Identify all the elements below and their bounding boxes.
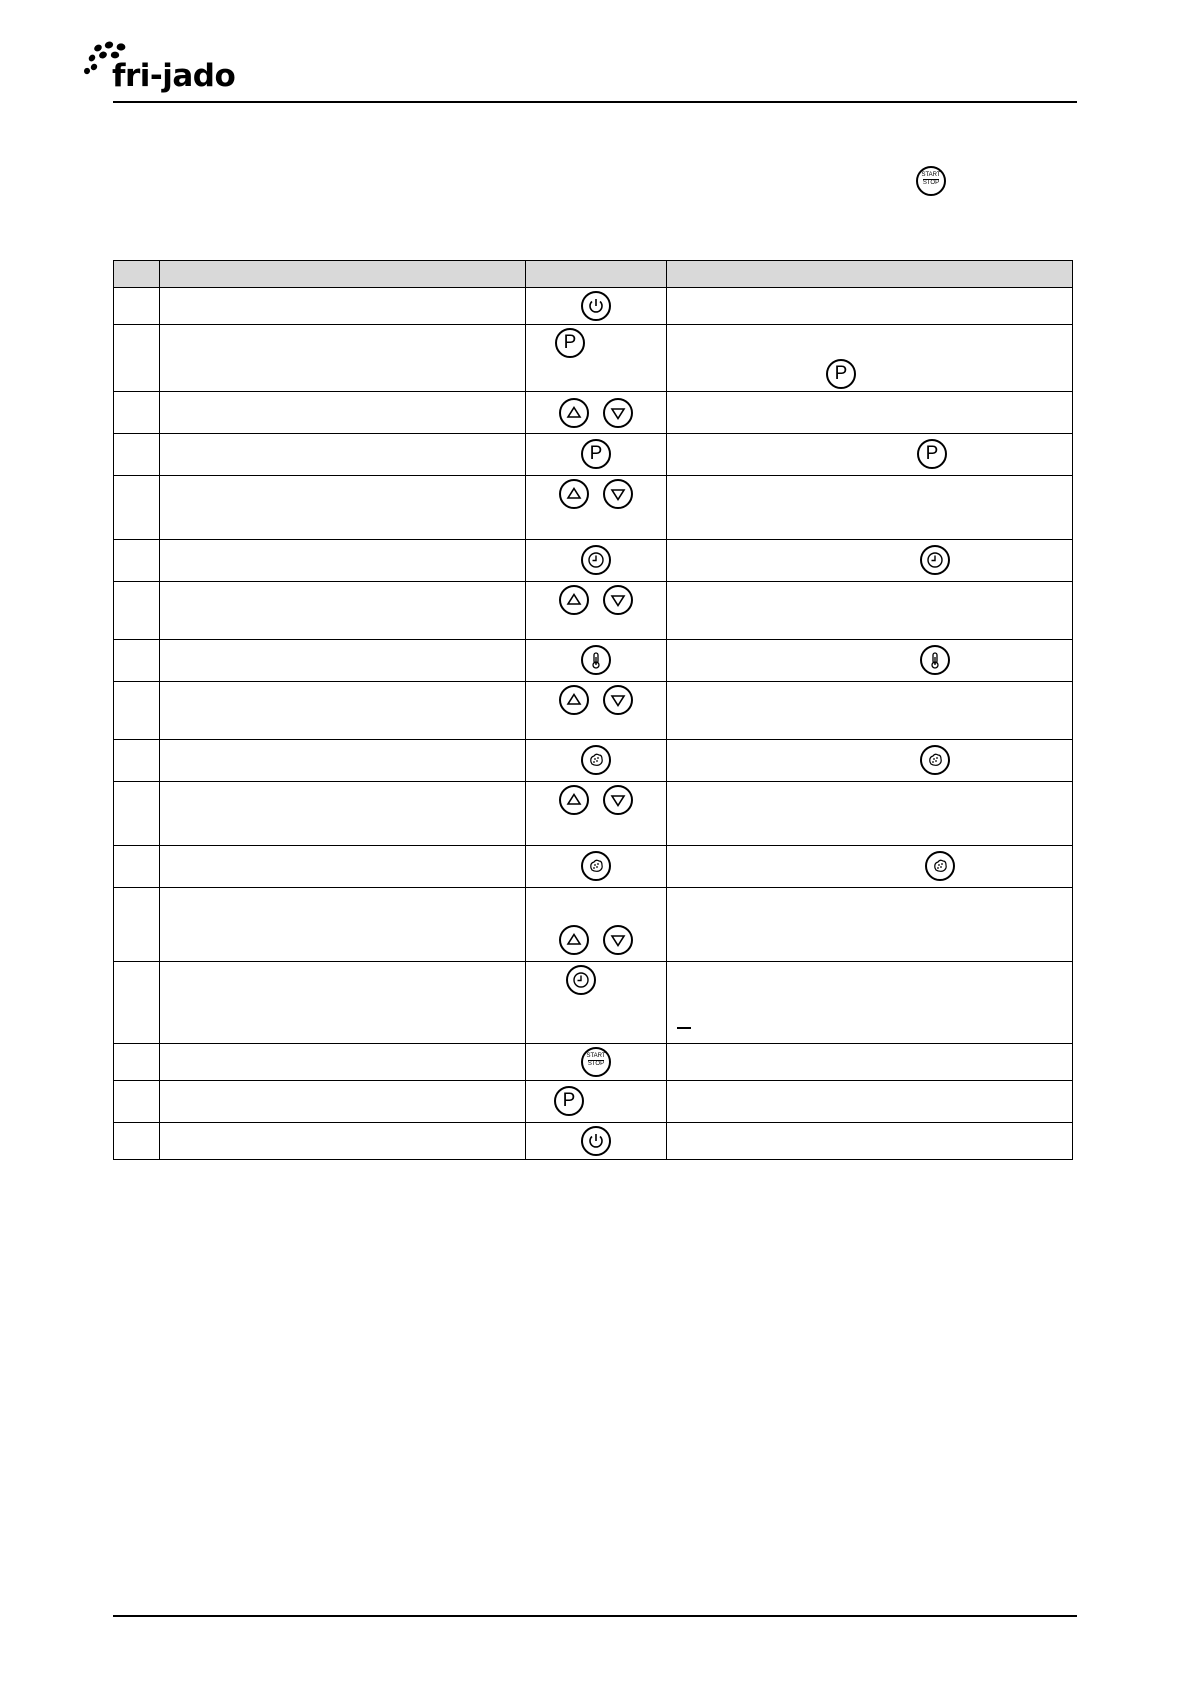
program-button-icon: P: [554, 1086, 584, 1116]
steam-button-icon: [581, 745, 611, 775]
steam-button-icon: [920, 745, 950, 775]
steps-table: [113, 260, 1073, 1160]
up-arrow-button-icon: [559, 398, 589, 428]
temperature-button-icon: [581, 645, 611, 675]
table-row: [114, 434, 1073, 476]
start-stop-button-icon: START STOP: [916, 166, 946, 196]
timer-button-icon: [566, 965, 596, 995]
page-header: [80, 38, 1076, 104]
power-button-icon: [581, 291, 611, 321]
footer-rule: [113, 1615, 1077, 1617]
program-button-icon: P: [555, 328, 585, 358]
temperature-button-icon: [920, 645, 950, 675]
table-row: [114, 962, 1073, 1044]
steam-button-icon: [581, 851, 611, 881]
header-cell-result: [667, 261, 1073, 288]
table-row: [114, 392, 1073, 434]
down-arrow-button-icon: [603, 685, 633, 715]
table-row: [114, 540, 1073, 582]
table-row: [114, 1044, 1073, 1081]
table-row: [114, 846, 1073, 888]
table-row: [114, 325, 1073, 392]
down-arrow-button-icon: [603, 785, 633, 815]
timer-button-icon: [920, 545, 950, 575]
start-stop-button-icon: START STOP: [581, 1047, 611, 1077]
table-row: [114, 476, 1073, 540]
down-arrow-button-icon: [603, 925, 633, 955]
up-arrow-button-icon: [559, 685, 589, 715]
fri-jado-logo: [80, 38, 240, 98]
timer-button-icon: [581, 545, 611, 575]
table-row: [114, 1081, 1073, 1123]
power-button-icon: [581, 1126, 611, 1156]
header-rule: [113, 101, 1077, 103]
table-row: [114, 1123, 1073, 1160]
table-row: [114, 582, 1073, 640]
down-arrow-button-icon: [603, 398, 633, 428]
table-row: [114, 888, 1073, 962]
program-button-icon: P: [826, 359, 856, 389]
header-cell-number: [114, 261, 160, 288]
header-cell-key: [526, 261, 667, 288]
table-row: [114, 640, 1073, 682]
down-arrow-button-icon: [603, 479, 633, 509]
table-row: [114, 682, 1073, 740]
table-row: [114, 288, 1073, 325]
table-row: [114, 740, 1073, 782]
program-button-icon: P: [917, 439, 947, 469]
underline-mark: [677, 1027, 691, 1029]
program-button-icon: P: [581, 439, 611, 469]
brand-name: fri-jado: [112, 58, 236, 94]
up-arrow-button-icon: [559, 585, 589, 615]
table-header-row: [114, 261, 1073, 288]
table-row: [114, 782, 1073, 846]
steam-button-icon: [925, 851, 955, 881]
up-arrow-button-icon: [559, 925, 589, 955]
header-cell-action: [160, 261, 526, 288]
up-arrow-button-icon: [559, 479, 589, 509]
up-arrow-button-icon: [559, 785, 589, 815]
down-arrow-button-icon: [603, 585, 633, 615]
